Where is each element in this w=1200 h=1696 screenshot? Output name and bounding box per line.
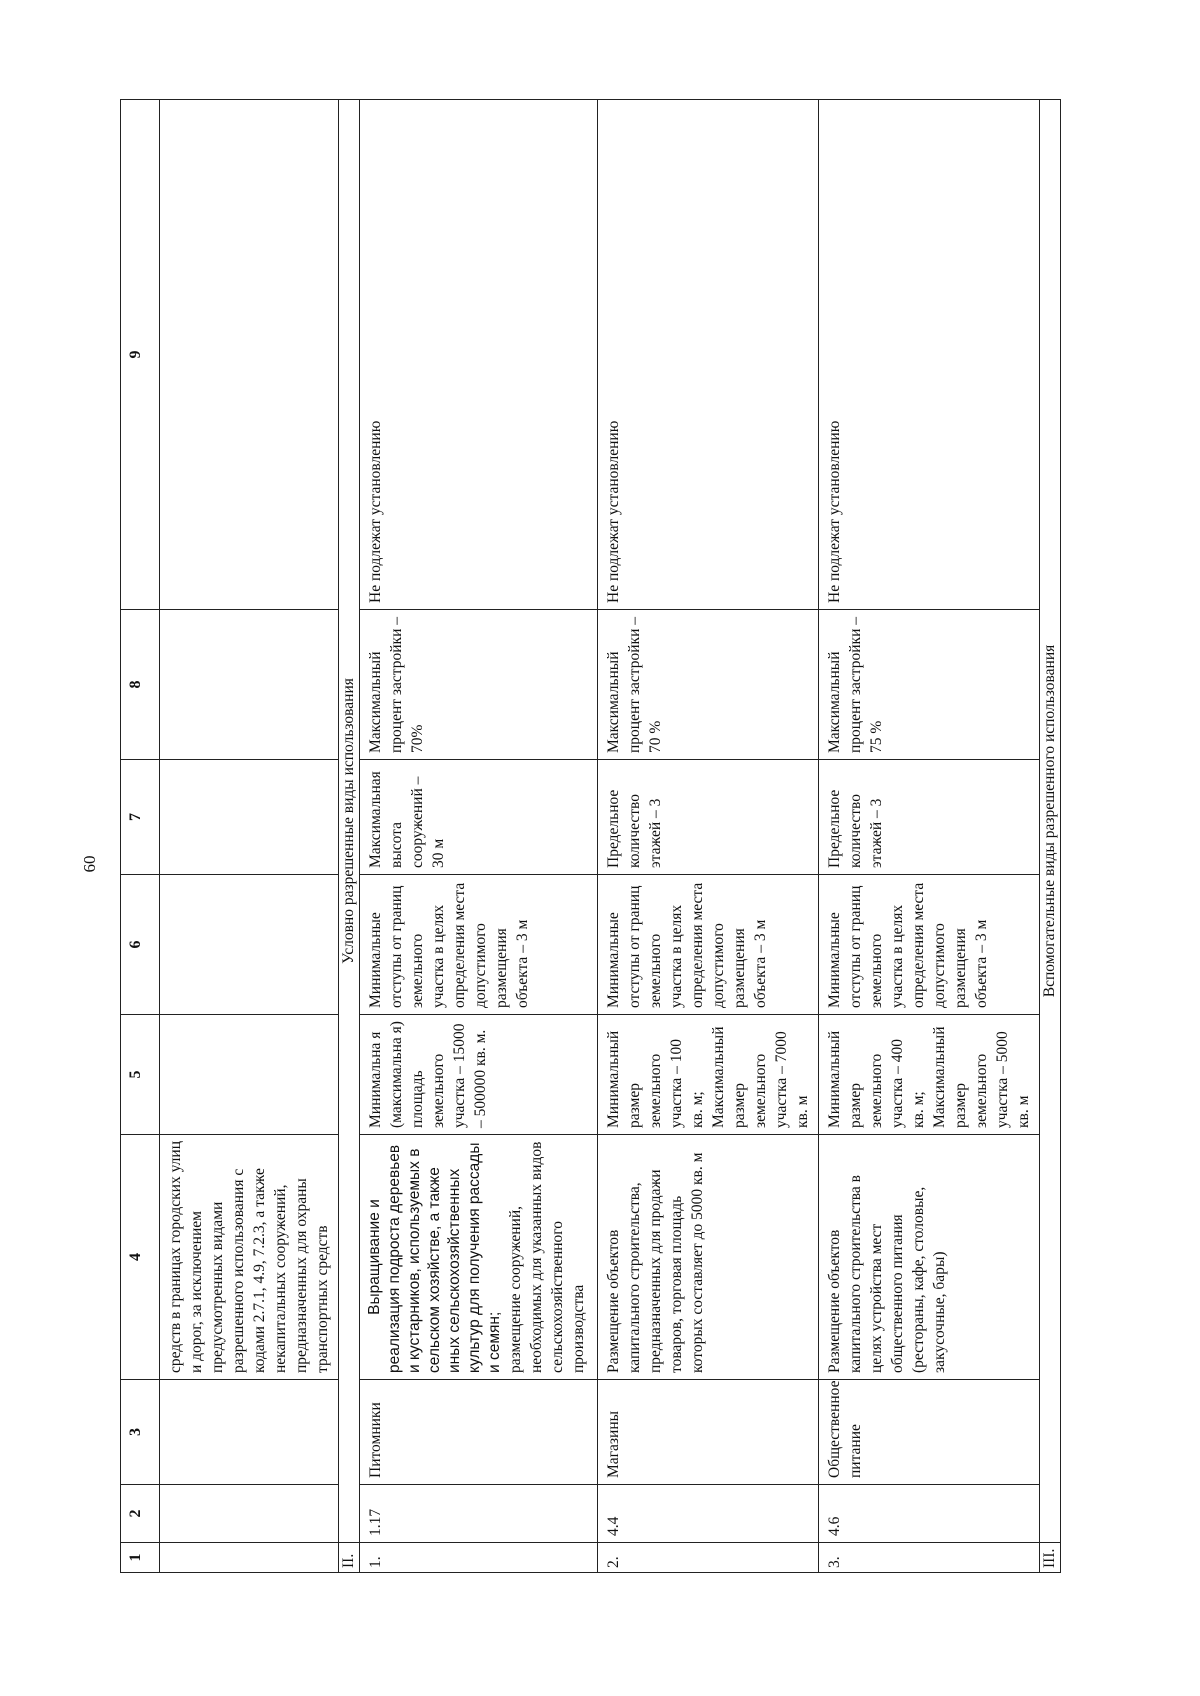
row-number: 1. [360, 1543, 598, 1573]
row-code: 4.4 [598, 1485, 819, 1543]
row-setback: Минимальные отступы от границ земельного участка в целях определения места допустимого размещения объекта – 3 м [819, 875, 1040, 1015]
section-number: III. [1040, 1543, 1061, 1573]
header-cell: 4 [121, 1135, 160, 1380]
zoning-table [120, 99, 1061, 1573]
row-code: 4.6 [819, 1485, 1040, 1543]
row-description [360, 1135, 598, 1380]
header-cell: 1 [121, 1543, 160, 1573]
row-number: 2. [598, 1543, 819, 1573]
header-cell: 9 [121, 100, 160, 610]
section-number: II. [339, 1543, 360, 1573]
row-percent: Максимальный процент застройки – 70 % [598, 610, 819, 760]
rotated-table-container [120, 100, 1095, 1573]
row-height: Предельное количество этажей – 3 [598, 760, 819, 875]
table-row [598, 100, 819, 1573]
header-cell: 2 [121, 1485, 160, 1543]
row-setback: Минимальные отступы от границ земельного участка в целях определения места допустимого размещения объекта – 3 м [360, 875, 598, 1015]
row-name: Питомники [360, 1380, 598, 1485]
row-plot-size: Минимальна я (максимальна я) площадь земельного участка – 15000 – 500000 кв. м. [360, 1015, 598, 1135]
table-row [360, 100, 598, 1573]
row-name: Магазины [598, 1380, 819, 1485]
row-code: 1.17 [360, 1485, 598, 1543]
row-setback: Минимальные отступы от границ земельного участка в целях определения места допустимого размещения объекта – 3 м [598, 875, 819, 1015]
row-description: Размещение объектов капитального строительства в целях устройства мест общественного питания (рестораны, кафе, столовые, закусочные, бары) [819, 1135, 1040, 1380]
table-row [819, 100, 1040, 1573]
section-row [339, 100, 360, 1573]
section-row [1040, 100, 1061, 1573]
header-cell: 6 [121, 875, 160, 1015]
row-number: 3. [819, 1543, 1040, 1573]
row-other: Не подлежат установлению [360, 100, 598, 610]
row-percent: Максимальный процент застройки – 70% [360, 610, 598, 760]
description-sans: реализация подроста деревьев и кустарников, используемых в сельском хозяйстве, а также иных сельскохозяйственных культур для получения рассады и семян; [386, 1142, 503, 1373]
header-cell: 8 [121, 610, 160, 760]
section-title: Вспомогательные виды разрешенного использования [1040, 100, 1061, 1543]
row-height: Максимальная высота сооружений – 30 м [360, 760, 598, 875]
continuation-description: средств в границах городских улиц и дорог, за исключением предусмотренных видами разрешенного использования с кодами 2.7.1, 4.9, 7.2.3, а также некапитальных сооружений, предназначенных для охраны транспортных средств [160, 1135, 339, 1380]
row-other: Не подлежат установлению [819, 100, 1040, 610]
description-lead: Выращивание и [366, 1199, 383, 1315]
row-height: Предельное количество этажей – 3 [819, 760, 1040, 875]
header-cell: 5 [121, 1015, 160, 1135]
row-other: Не подлежат установлению [598, 100, 819, 610]
row-plot-size: Минимальный размер земельного участка – 400 кв. м; Максимальный размер земельного участка – 5000 кв. м [819, 1015, 1040, 1135]
header-cell: 3 [121, 1380, 160, 1485]
row-percent: Максимальный процент застройки – 75 % [819, 610, 1040, 760]
header-cell: 7 [121, 760, 160, 875]
continuation-row [160, 100, 339, 1573]
row-name: Общественное питание [819, 1380, 1040, 1485]
row-plot-size: Минимальный размер земельного участка – 100 кв. м; Максимальный размер земельного участка – 7000 кв. м [598, 1015, 819, 1135]
description-tail: размещение сооружений, необходимых для указанных видов сельскохозяйственного производства [507, 1141, 587, 1373]
header-row [121, 100, 160, 1573]
row-description: Размещение объектов капитального строительства, предназначенных для продажи товаров, торговая площадь которых составляет до 5000 кв. м [598, 1135, 819, 1380]
section-title: Условно разрешенные виды использования [339, 100, 360, 1543]
page-number: 60 [80, 855, 99, 873]
